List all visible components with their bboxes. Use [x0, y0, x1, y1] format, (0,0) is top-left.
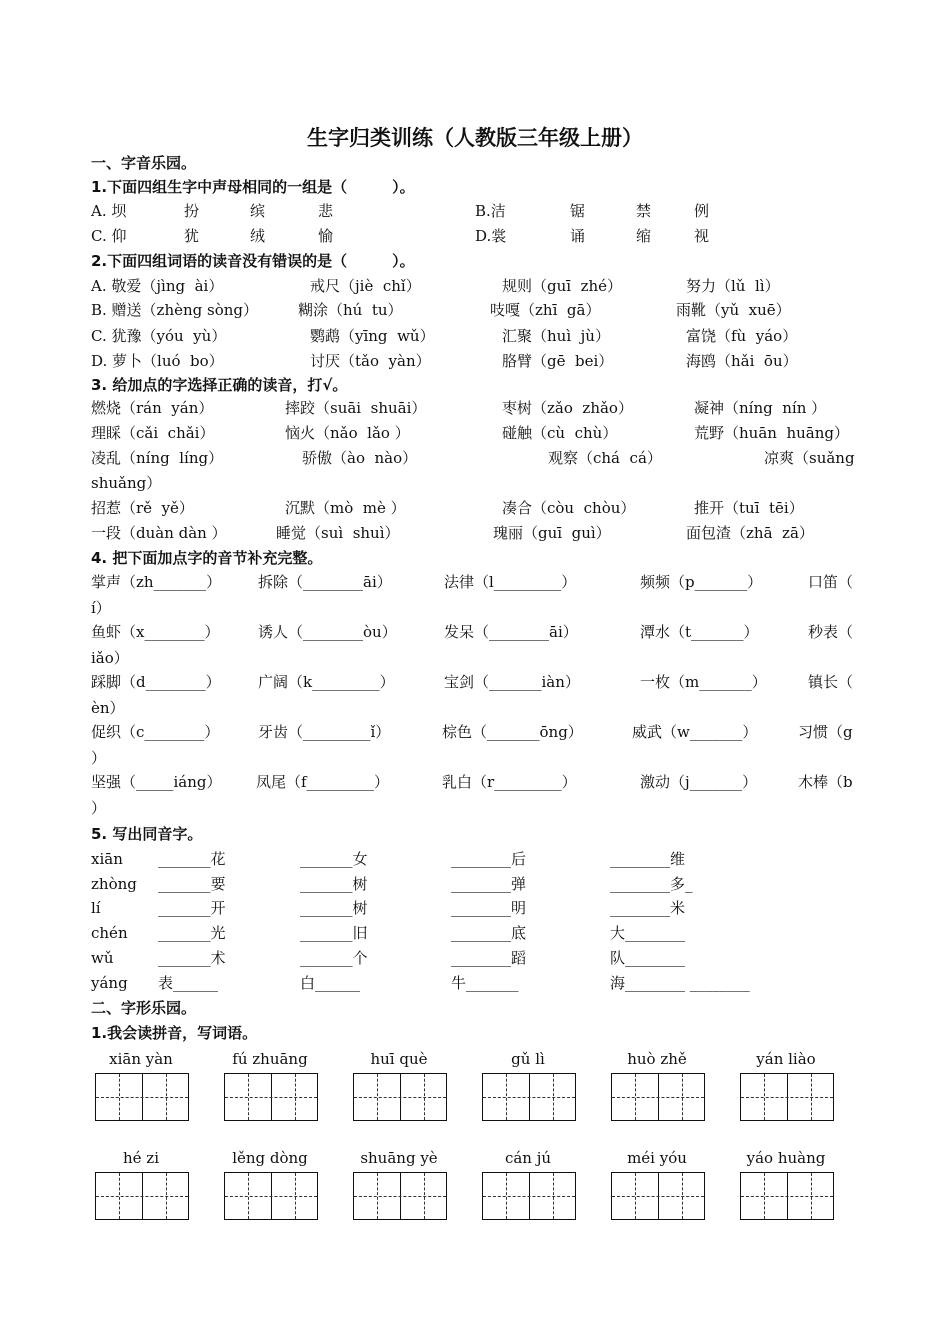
q3-word: 凝神（níng nín ）	[694, 399, 827, 417]
q1-char: 视	[694, 227, 710, 245]
writing-box[interactable]	[353, 1073, 447, 1121]
q2-word: 胳臂（gē bei）	[502, 352, 614, 370]
q5-blank: ________维	[610, 850, 686, 868]
q4-item: 法律（l_________）	[444, 573, 577, 591]
q2-word: 鹦鹉（yīng wǔ）	[310, 327, 435, 345]
q1-option: C. 仰	[91, 227, 127, 245]
q1-char: 禁	[636, 202, 652, 220]
q3-word: 燃烧（rán yán）	[91, 399, 214, 417]
q3-word: 理睬（cǎi chǎi）	[91, 424, 215, 442]
q5-blank: _______要	[158, 875, 226, 893]
q4-row-4-continued: ）	[91, 749, 107, 767]
q3-word: 睡觉（suì shuì）	[276, 524, 400, 542]
q3-prompt: 3. 给加点的字选择正确的读音，打√。	[91, 376, 348, 394]
q4-item: 鱼虾（x________）	[91, 623, 220, 641]
q1-char: 愉	[318, 227, 334, 245]
q4-item: 掌声（zh_______）	[91, 573, 222, 591]
writing-box[interactable]	[95, 1172, 189, 1220]
q5-blank: _______术	[158, 949, 226, 967]
page-title: 生字归类训练（人教版三年级上册）	[307, 126, 643, 150]
q5-blank: 大________	[610, 924, 686, 942]
q4-row-2-continued: iǎo）	[91, 649, 129, 667]
q2-word: 海鸥（hǎi ōu）	[686, 352, 798, 370]
q1-char: 扮	[184, 202, 200, 220]
q4-item: 潭水（t_______）	[640, 623, 759, 641]
q4-item: 威武（w_______）	[632, 723, 758, 741]
q4-item: 一枚（m_______）	[640, 673, 767, 691]
q1-prompt: 1.下面四组生字中声母相同的一组是（ ）。	[91, 178, 415, 196]
q5-blank: 表______	[158, 974, 219, 992]
pinyin-label: hé zi	[122, 1149, 159, 1167]
q5-blank: _______女	[300, 850, 368, 868]
q3-word: 一段（duàn dàn ）	[91, 524, 227, 542]
section-1-heading: 一、字音乐园。	[91, 154, 197, 172]
q3-row-3-continued: shuǎng）	[91, 474, 162, 492]
pinyin-label: cán jú	[504, 1149, 552, 1167]
q5-blank: ________蹈	[451, 949, 527, 967]
q2-word: 富饶（fù yáo）	[686, 327, 798, 345]
q4-item: 诱人（________òu）	[258, 623, 397, 641]
q4-row-1-continued: í）	[91, 599, 111, 617]
q5-pinyin: yáng	[91, 974, 128, 992]
q3-word: 瑰丽（guī guì）	[493, 524, 611, 542]
q5-pinyin: zhòng	[91, 875, 137, 893]
q5-pinyin: chén	[91, 924, 128, 942]
q4-item: 拆除（________āi）	[258, 573, 392, 591]
q4-item: 宝剑（_______iàn）	[444, 673, 580, 691]
q5-blank: _______个	[300, 949, 368, 967]
writing-box[interactable]	[224, 1172, 318, 1220]
q4-item: 踩脚（d________）	[91, 673, 221, 691]
q4-item: 乳白（r_________）	[442, 773, 577, 791]
q5-blank: _______花	[158, 850, 226, 868]
q3-word: 碰触（cù chù）	[502, 424, 618, 442]
q5-prompt: 5. 写出同音字。	[91, 825, 203, 843]
q3-word: 凑合（còu chòu）	[502, 499, 636, 517]
q5-blank: _______光	[158, 924, 226, 942]
q5-blank: ________多_	[610, 875, 693, 893]
q2-word: 糊涂（hú tu）	[298, 301, 403, 319]
pinyin-label: fú zhuāng	[232, 1050, 308, 1068]
section-2-heading: 二、字形乐园。	[91, 999, 197, 1017]
pinyin-label: huī què	[370, 1050, 428, 1068]
writing-box[interactable]	[740, 1172, 834, 1220]
q4-row-3-continued: èn）	[91, 699, 125, 717]
section-2-q1-prompt: 1.我会读拼音，写词语。	[91, 1024, 258, 1042]
q4-item: 发呆（________āi）	[444, 623, 578, 641]
q5-blank: ________底	[451, 924, 527, 942]
q3-word: 荒野（huān huāng）	[694, 424, 849, 442]
q4-row-5-continued: ）	[91, 799, 107, 817]
q3-word: 观察（chá cá）	[548, 449, 662, 467]
q2-word: 规则（guī zhé）	[502, 277, 623, 295]
q5-blank: _______树	[300, 875, 368, 893]
q1-char: 缤	[250, 202, 266, 220]
q4-item: 镇长（	[808, 673, 854, 691]
q5-blank: 白______	[300, 974, 361, 992]
q5-blank: 牛_______	[451, 974, 519, 992]
writing-box[interactable]	[740, 1073, 834, 1121]
q2-word: 努力（lǔ lì）	[686, 277, 780, 295]
pinyin-label: xiān yàn	[109, 1050, 173, 1068]
q4-prompt: 4. 把下面加点字的音节补充完整。	[91, 549, 323, 567]
q4-item: 凤尾（f_________）	[256, 773, 390, 791]
q4-item: 木棒（b	[798, 773, 853, 791]
pinyin-label: yáo huàng	[746, 1149, 826, 1167]
writing-box[interactable]	[95, 1073, 189, 1121]
q3-word: 凉爽（suǎng	[764, 449, 855, 467]
q3-word: 枣树（zǎo zhǎo）	[502, 399, 633, 417]
q1-char: 犹	[184, 227, 200, 245]
pinyin-label: méi yóu	[627, 1149, 687, 1167]
pinyin-label: gǔ lì	[511, 1050, 545, 1068]
q1-option: A. 坝	[91, 202, 127, 220]
q3-word: 骄傲（ào nào）	[302, 449, 418, 467]
q1-char: 缩	[636, 227, 652, 245]
q2-word: 戒尺（jiè chǐ）	[310, 277, 421, 295]
q2-word: 讨厌（tǎo yàn）	[310, 352, 431, 370]
pinyin-label: lěng dòng	[232, 1149, 308, 1167]
writing-box[interactable]	[224, 1073, 318, 1121]
q5-blank: _______开	[158, 899, 226, 917]
writing-box[interactable]	[482, 1172, 576, 1220]
q2-word: 雨靴（yǔ xuē）	[676, 301, 791, 319]
q3-word: 沉默（mò mè ）	[285, 499, 406, 517]
writing-box[interactable]	[482, 1073, 576, 1121]
q4-item: 频频（p_______）	[640, 573, 763, 591]
q5-blank: _______树	[300, 899, 368, 917]
q3-word: 面包渣（zhā zā）	[686, 524, 814, 542]
q5-blank: ________后	[451, 850, 527, 868]
pinyin-label: yán liào	[756, 1050, 816, 1068]
q2-word: D. 萝卜（luó bo）	[91, 352, 224, 370]
q3-word: 恼火（nǎo lǎo ）	[285, 424, 410, 442]
pinyin-label: shuāng yè	[360, 1149, 438, 1167]
q1-char: 锯	[570, 202, 586, 220]
q2-word: C. 犹豫（yóu yù）	[91, 327, 227, 345]
q5-blank: _______旧	[300, 924, 368, 942]
q3-word: 招惹（rě yě）	[91, 499, 194, 517]
q2-word: 汇聚（huì jù）	[502, 327, 610, 345]
q1-char: 悲	[318, 202, 334, 220]
q4-item: 习惯（g	[798, 723, 853, 741]
q4-item: 激动（j_______）	[640, 773, 758, 791]
writing-box[interactable]	[611, 1172, 705, 1220]
q3-word: 摔跤（suāi shuāi）	[285, 399, 427, 417]
q4-item: 广阔（k_________）	[258, 673, 395, 691]
q1-char: 诵	[570, 227, 586, 245]
q4-item: 棕色（_______ōng）	[442, 723, 583, 741]
q2-word: B. 赠送（zhèng sòng）	[91, 301, 259, 319]
q5-blank: ________明	[451, 899, 527, 917]
q4-item: 促织（c________）	[91, 723, 220, 741]
q2-word: A. 敬爱（jìng ài）	[91, 277, 224, 295]
q3-word: 推开（tuī tēi）	[694, 499, 804, 517]
q5-blank: 海________ ________	[610, 974, 750, 992]
q4-item: 口笛（	[808, 573, 854, 591]
q4-item: 坚强（_____iáng）	[91, 773, 222, 791]
q1-option: D.裳	[475, 227, 507, 245]
q4-item: 牙齿（_________ǐ）	[258, 723, 391, 741]
q5-blank: ________弹	[451, 875, 527, 893]
q2-prompt: 2.下面四组词语的读音没有错误的是（ ）。	[91, 252, 415, 270]
writing-box[interactable]	[353, 1172, 447, 1220]
q5-pinyin: wǔ	[91, 949, 114, 967]
q5-pinyin: lí	[91, 899, 101, 917]
writing-box[interactable]	[611, 1073, 705, 1121]
q5-blank: ________米	[610, 899, 686, 917]
q2-word: 吱嘎（zhī gā）	[490, 301, 601, 319]
q3-word: 凌乱（níng líng）	[91, 449, 224, 467]
q1-char: 例	[694, 202, 710, 220]
q5-blank: 队________	[610, 949, 686, 967]
pinyin-label: huò zhě	[627, 1050, 687, 1068]
q1-option: B.洁	[475, 202, 506, 220]
q4-item: 秒表（	[808, 623, 854, 641]
q5-pinyin: xiān	[91, 850, 123, 868]
q1-char: 绒	[250, 227, 266, 245]
